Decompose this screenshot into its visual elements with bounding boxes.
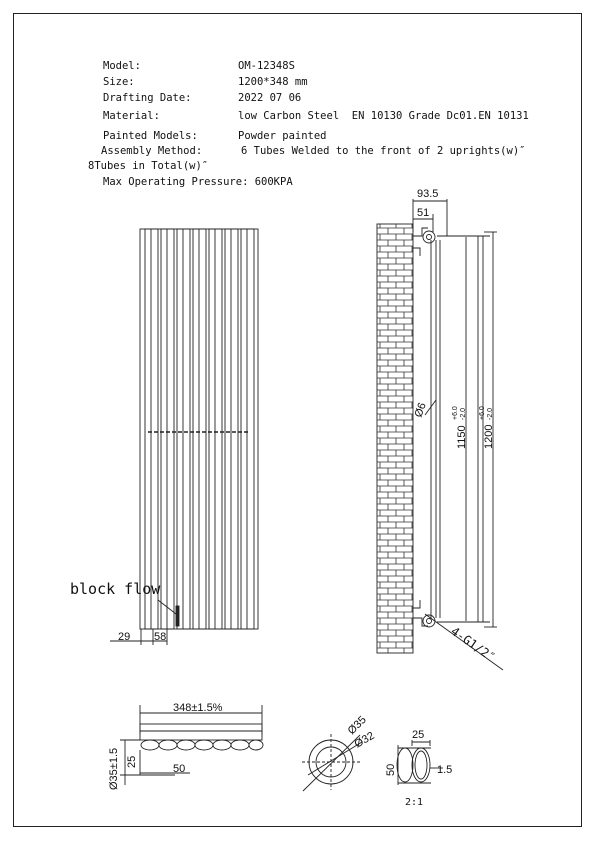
- max-pressure: Max Operating Pressure: 600KPA: [103, 176, 293, 188]
- top-view: [120, 705, 263, 785]
- dim-58: 58: [154, 631, 167, 643]
- dim-50-top: 50: [173, 763, 186, 775]
- dim-50-tube: 50: [385, 763, 397, 776]
- assembly-label: Assembly Method:: [101, 145, 203, 157]
- block-flow-label: block flow: [70, 580, 161, 598]
- material-value: low Carbon Steel EN 10130 Grade Dc01.EN 10131: [238, 110, 529, 122]
- dim-25-tube: 25: [412, 729, 425, 741]
- dim-348: 348±1.5%: [173, 702, 223, 714]
- dim-35: Ø35±1.5: [108, 747, 120, 790]
- dim-1200-tol-minus: -2.0: [487, 407, 494, 420]
- dim-pipe: Ø6: [412, 401, 429, 420]
- dim-1150-tol-plus: +6.0: [452, 406, 459, 420]
- size-label: Size:: [103, 76, 135, 88]
- painted-label: Painted Models:: [103, 130, 198, 142]
- tubes-total: 8Tubes in Total(w)″: [88, 160, 209, 172]
- dim-inner: Ø32: [352, 729, 377, 751]
- brick-wall: [377, 224, 413, 653]
- dim-wall: 1.5: [437, 764, 453, 776]
- top-valve: [423, 231, 435, 243]
- date-value: 2022 07 06: [238, 92, 302, 104]
- size-value: 1200*348 mm: [238, 76, 308, 88]
- tube-columns: [145, 229, 254, 629]
- tube-section: [397, 740, 443, 785]
- painted-value: Powder painted: [238, 130, 327, 142]
- bottom-bracket: [413, 600, 428, 626]
- dim-51: 51: [417, 207, 430, 219]
- model-label: Model:: [103, 60, 141, 72]
- assembly-value: 6 Tubes Welded to the front of 2 uprights(w)″: [241, 145, 526, 157]
- date-label: Drafting Date:: [103, 92, 192, 104]
- dim-1200-tol-plus: +6.0: [479, 406, 486, 420]
- block-flow-marker: [176, 606, 179, 626]
- dim-93-5: 93.5: [417, 188, 439, 200]
- model-value: OM-12348S: [238, 60, 295, 72]
- top-rail: [140, 724, 262, 740]
- dim-outer: Ø35: [345, 713, 369, 738]
- dim-1150-tol-minus: -2.0: [460, 407, 467, 420]
- dim-29: 29: [118, 631, 131, 643]
- dim-1200: 1200: [483, 424, 495, 449]
- thread-label: 4-G1/2″: [448, 623, 498, 665]
- dim-1150: 1150: [456, 425, 468, 449]
- scale-label: 2:1: [405, 797, 424, 808]
- dim-25-top: 25: [126, 755, 138, 768]
- material-label: Material:: [103, 110, 160, 122]
